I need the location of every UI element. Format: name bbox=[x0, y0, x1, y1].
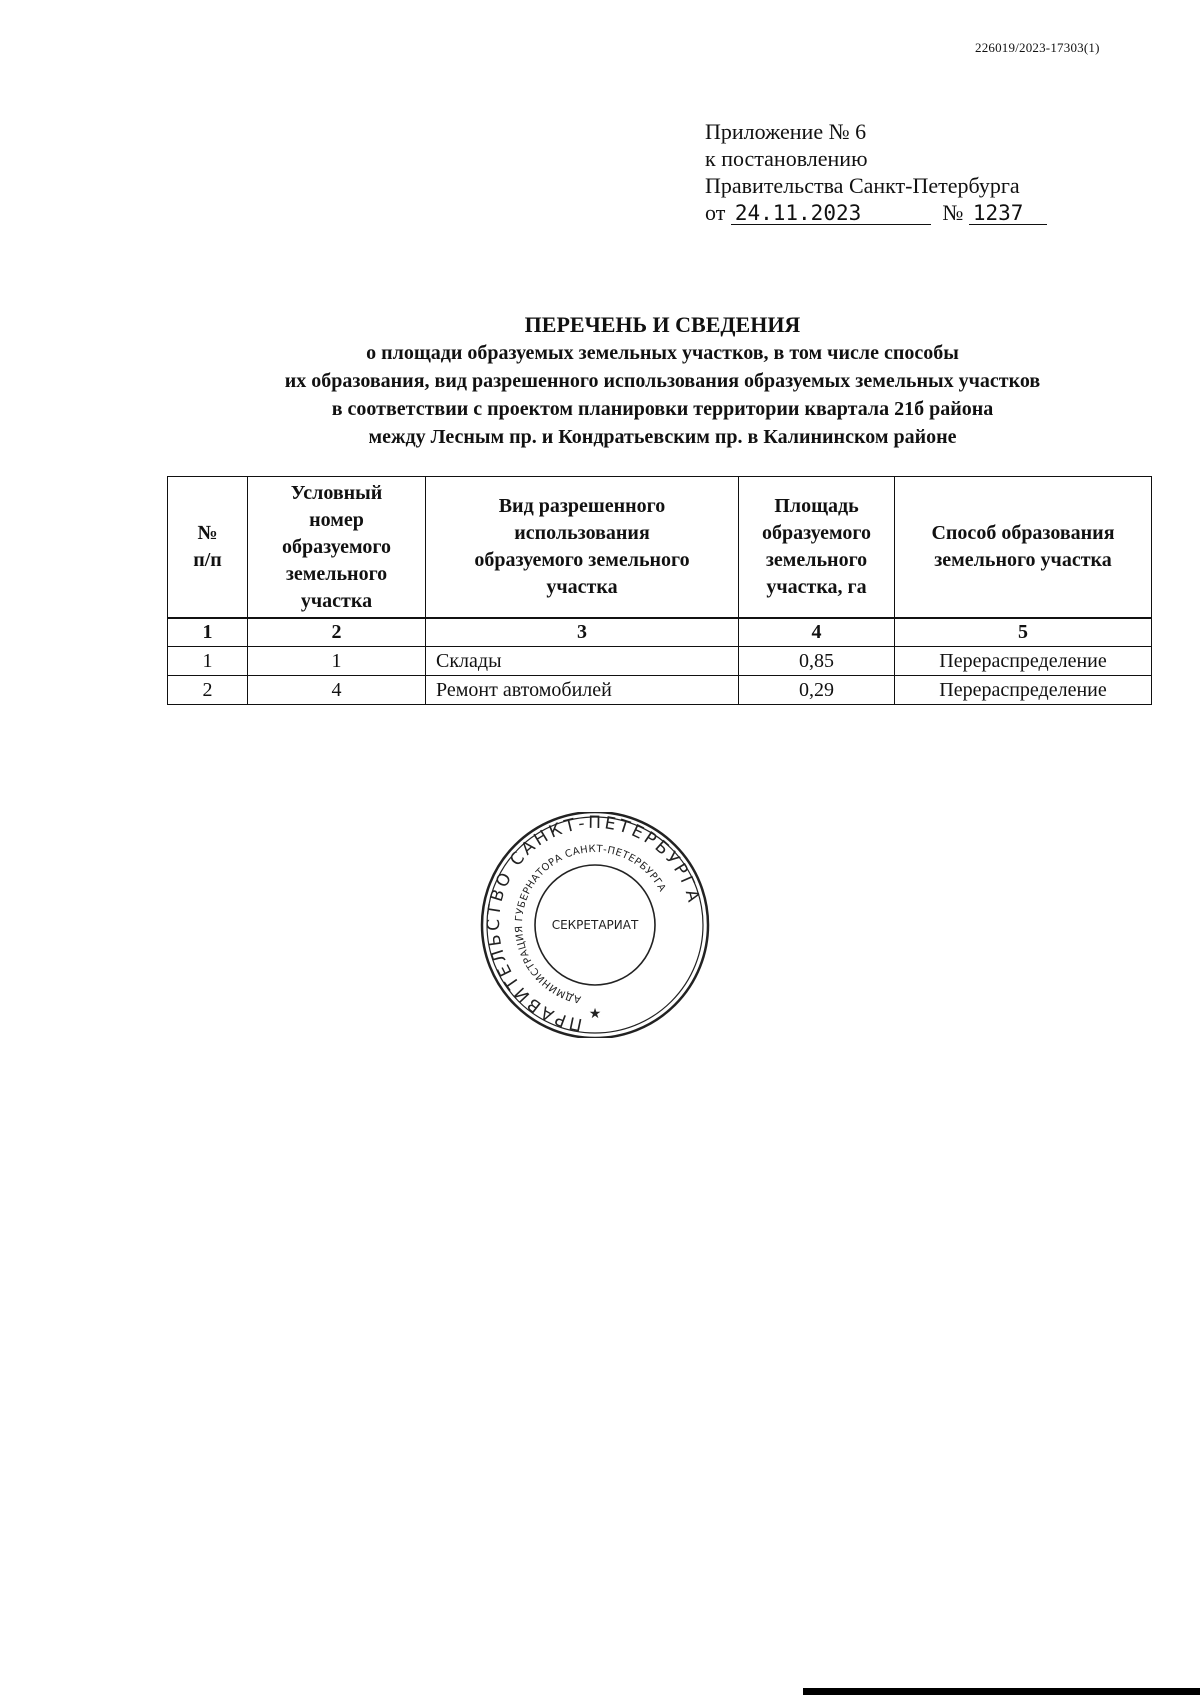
col-header-area: Площадь образуемого земельного участка, га bbox=[739, 477, 895, 619]
heading-line-2: их образования, вид разрешенного использования образуемых земельных участков bbox=[284, 370, 1041, 392]
document-heading bbox=[160, 311, 1165, 451]
column-number: 1 bbox=[168, 618, 248, 647]
column-number: 5 bbox=[895, 618, 1152, 647]
appendix-number: Приложение № 6 bbox=[705, 119, 867, 144]
column-number: 3 bbox=[426, 618, 739, 647]
column-numbers-row bbox=[168, 618, 1152, 647]
cell-area: 0,29 bbox=[739, 676, 895, 705]
seal-star-icon: ★ bbox=[588, 1006, 602, 1022]
col-header-formation-method: Способ образования земельного участка bbox=[895, 477, 1152, 619]
appendix-block bbox=[705, 118, 1047, 226]
col-header-permitted-use: Вид разрешенного использования образуемого земельного участка bbox=[426, 477, 739, 619]
heading-line-4: между Лесным пр. и Кондратьевским пр. в Калининском районе bbox=[368, 426, 957, 448]
table-row bbox=[168, 647, 1152, 676]
appendix-decree-line: к постановлению bbox=[705, 146, 868, 171]
appendix-date-number-line bbox=[705, 199, 1047, 226]
decree-date: 24.11.2023 bbox=[731, 202, 931, 225]
cell-formation-method: Перераспределение bbox=[895, 647, 1152, 676]
appendix-government-line: Правительства Санкт-Петербурга bbox=[705, 173, 1020, 198]
col-header-plot-number: Условный номер образуемого земельного участка bbox=[248, 477, 426, 619]
heading-line-1: о площади образуемых земельных участков, в том числе способы bbox=[366, 342, 959, 364]
cell-plot-number: 1 bbox=[248, 647, 426, 676]
cell-formation-method: Перераспределение bbox=[895, 676, 1152, 705]
seal-center-text: СЕКРЕТАРИАТ bbox=[551, 918, 639, 932]
number-label: № bbox=[942, 200, 964, 225]
from-label: от bbox=[705, 200, 726, 225]
scan-edge-bar bbox=[803, 1688, 1200, 1695]
cell-index: 1 bbox=[168, 647, 248, 676]
document-registration-number: 226019/2023-17303(1) bbox=[975, 40, 1100, 55]
seal-inner-text: АДМИНИСТРАЦИЯ ГУБЕРНАТОРА САНКТ-ПЕТЕРБУРГА bbox=[513, 843, 668, 1005]
cell-permitted-use: Ремонт автомобилей bbox=[426, 676, 739, 705]
col-header-index: № п/п bbox=[168, 477, 248, 619]
table-header-row bbox=[168, 477, 1152, 619]
heading-line-3: в соответствии с проектом планировки территории квартала 21б района bbox=[331, 398, 994, 420]
document-title: ПЕРЕЧЕНЬ И СВЕДЕНИЯ bbox=[524, 312, 801, 337]
column-number: 4 bbox=[739, 618, 895, 647]
cell-index: 2 bbox=[168, 676, 248, 705]
decree-number: 1237 bbox=[969, 202, 1047, 225]
seal-outer-text: ПРАВИТЕЛЬСТВО САНКТ-ПЕТЕРБУРГА bbox=[484, 812, 705, 1035]
cell-area: 0,85 bbox=[739, 647, 895, 676]
official-seal-stamp bbox=[475, 812, 715, 1038]
land-plots-table bbox=[167, 476, 1152, 705]
column-number: 2 bbox=[248, 618, 426, 647]
table-row bbox=[168, 676, 1152, 705]
cell-plot-number: 4 bbox=[248, 676, 426, 705]
cell-permitted-use: Склады bbox=[426, 647, 739, 676]
